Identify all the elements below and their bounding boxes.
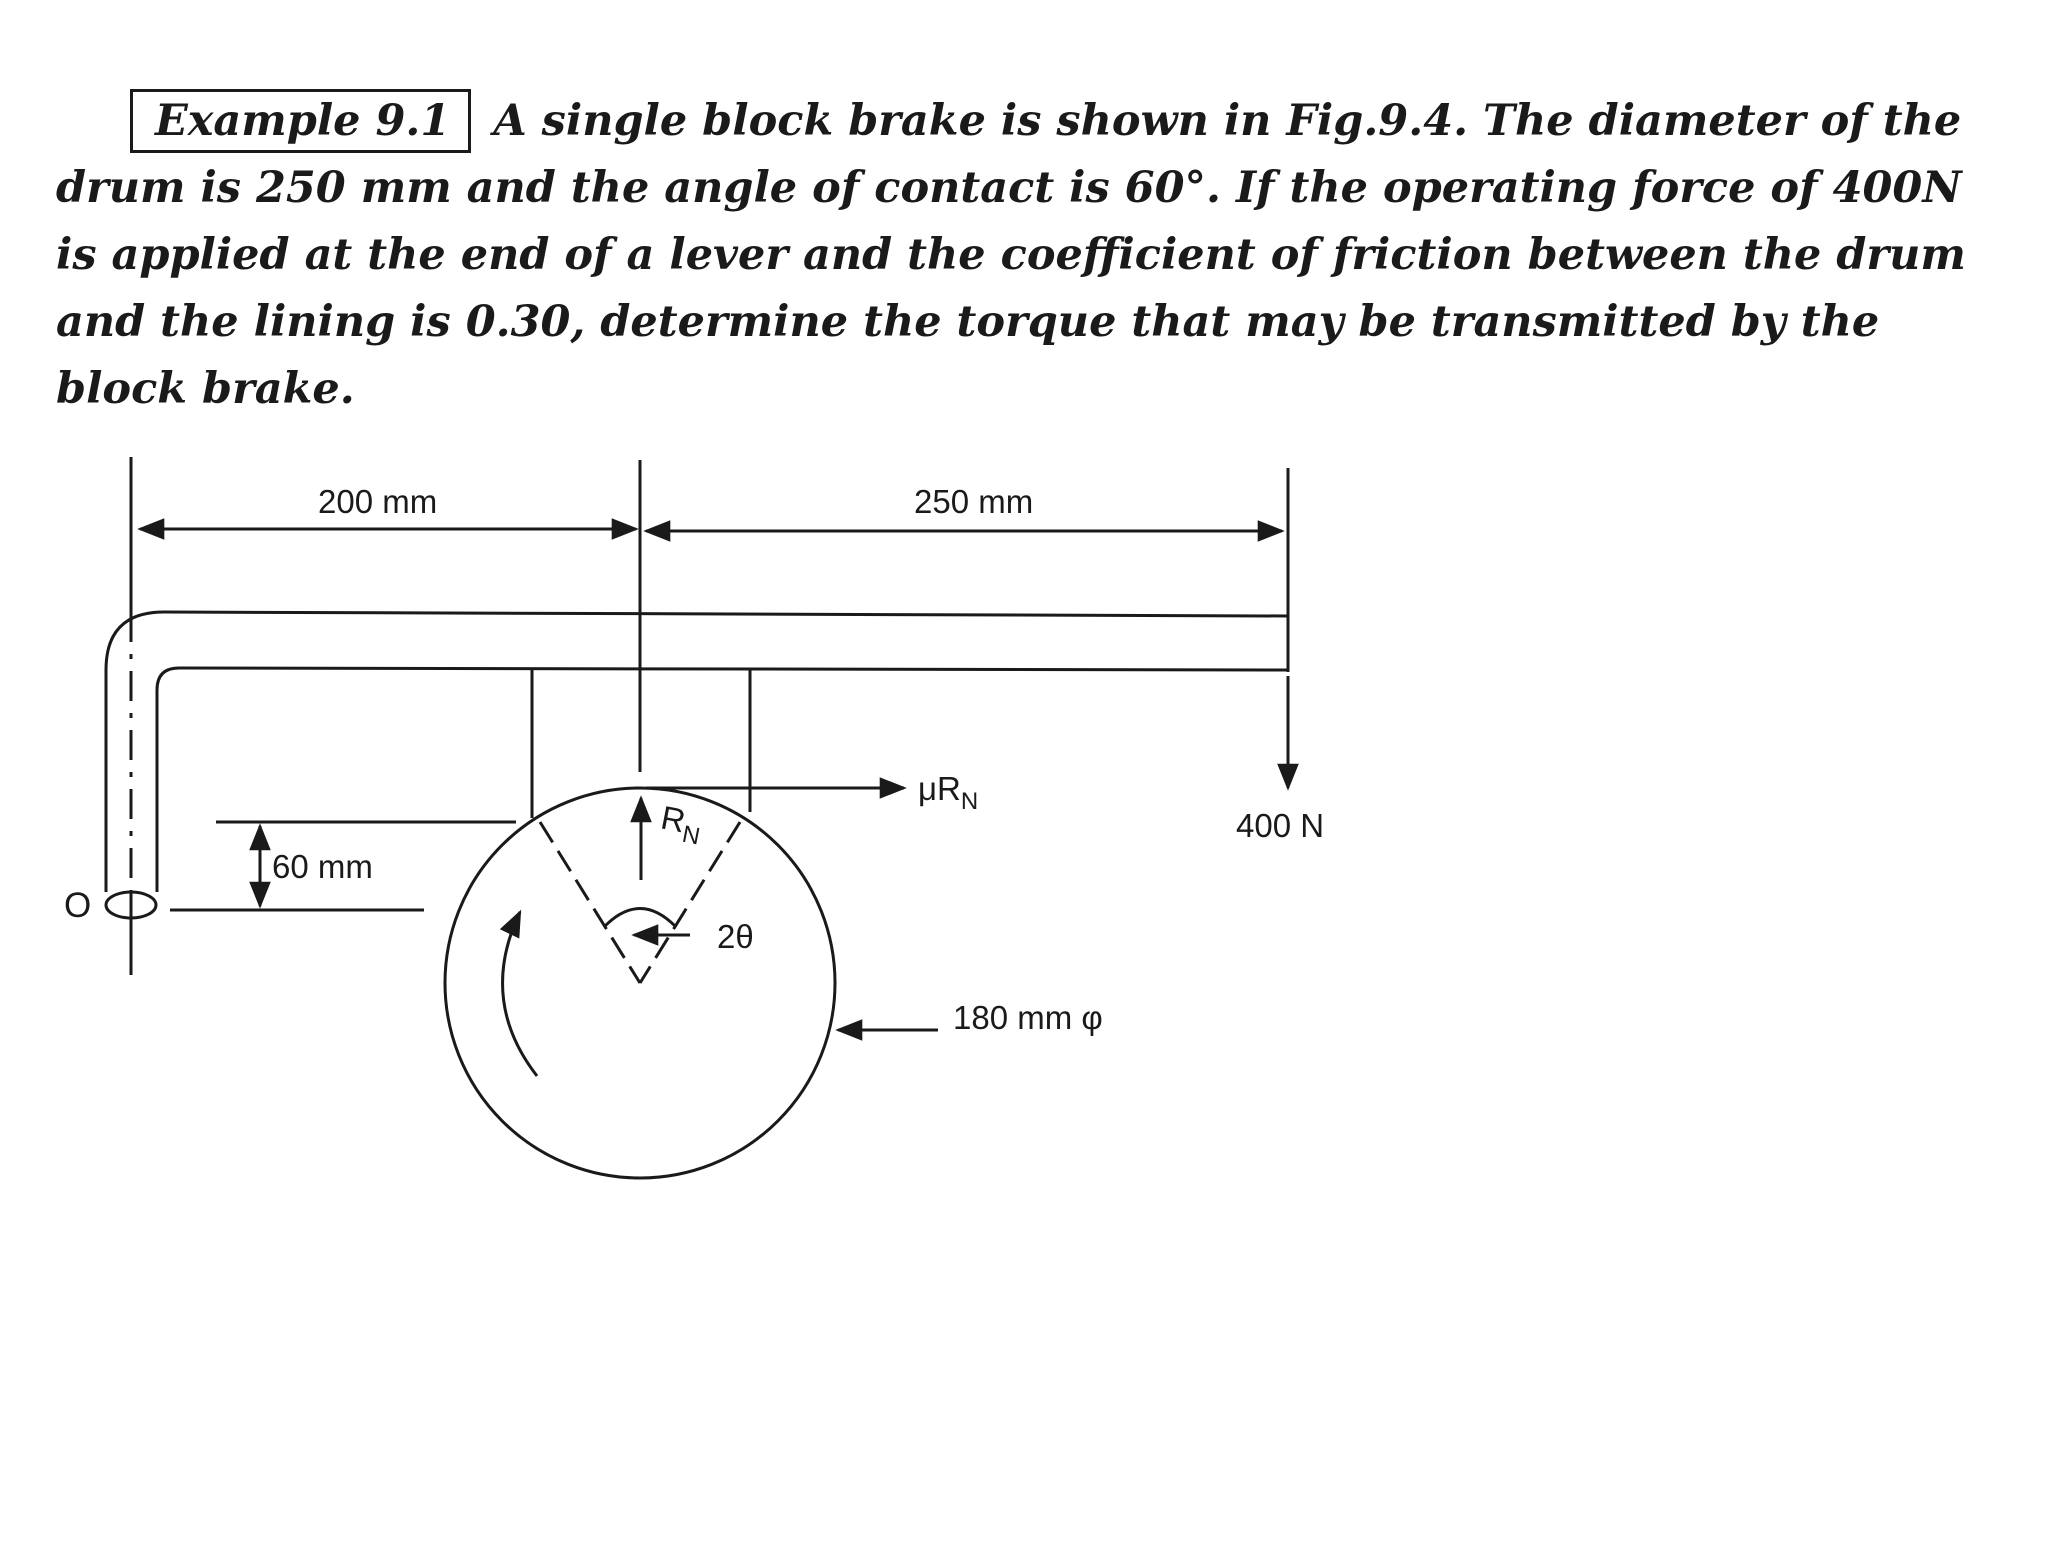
applied-force-label: 400 N (1236, 807, 1325, 844)
pivot-label: O (64, 886, 92, 925)
angle-arc (604, 909, 676, 928)
dimension-label-60: 60 mm (272, 848, 373, 885)
dimension-label-250: 250 mm (914, 483, 1034, 520)
contact-angle-left (540, 822, 640, 983)
angle-label: 2θ (717, 918, 754, 955)
example-label: Example 9.1 (130, 89, 471, 153)
dimension-label-200: 200 mm (318, 483, 438, 520)
drum-diameter-label: 180 mm φ (953, 999, 1103, 1036)
friction-force-label: $\mu R_N$ (918, 770, 979, 815)
normal-reaction-label: $R_N$ (658, 798, 703, 851)
problem-text: A single block brake is shown in Fig.9.4. The diameter of the drum is 250 mm and the angle of contact is 60°. If the operating force of 400N is applied at the end of a lever and the coefficient of friction between the drum and the lining is 0.30, determine the torque that may be transmitted by the block brake. (56, 96, 1966, 414)
rotation-arrow (503, 912, 537, 1076)
